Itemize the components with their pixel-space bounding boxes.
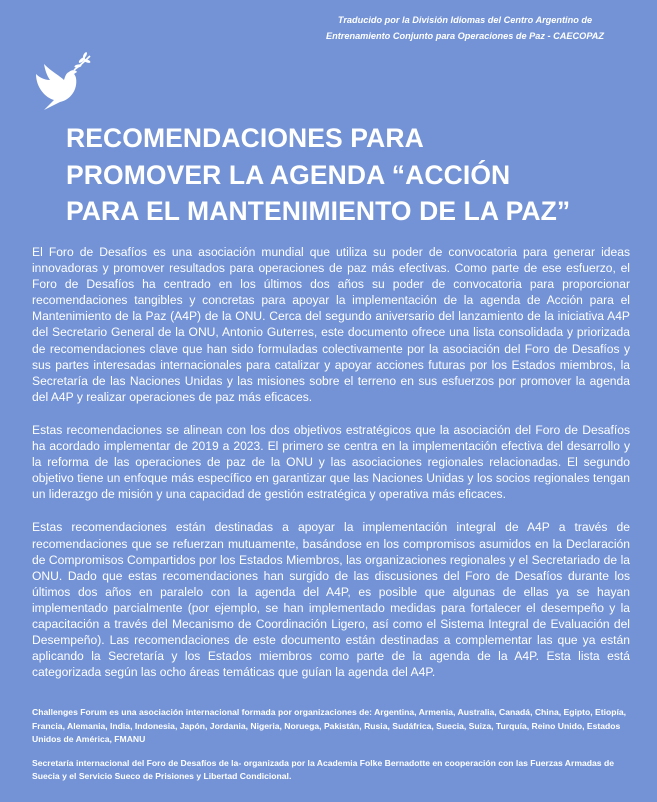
footer-secretariat: Secretaría internacional del Foro de Desafíos de la- organizada por la Academia Folke Bernadotte en cooperación con las Fuerzas Armadas de Suecia y el Servicio Sueco de Prisiones y Libertad Condicional. — [32, 757, 615, 781]
dove-with-olive-branch-icon — [30, 52, 98, 112]
title-line-2: PROMOVER LA AGENDA “ACCIÓN — [66, 159, 511, 190]
footer — [32, 706, 632, 794]
page-title — [66, 120, 636, 230]
body-text — [32, 244, 630, 697]
intro-paragraph: El Foro de Desafíos es una asociación mundial que utiliza su poder de convocatoria para generar ideas innovadoras y promover resultados para operaciones de paz más efectivas. Como parte de ese esfuerzo, el Foro de Desafíos ha centrado en los últimos dos años su poder de convocatoria para proporcionar recomendaciones tangibles y concretas para apoyar la implementación de la agenda de Acción para el Mantenimiento de la Paz (A4P) de la ONU. Cerca del segundo aniversario del lanzamiento de la iniciativa A4P del Secretario General de la ONU, Antonio Guterres, este documento ofrece una lista consolidada y priorizada de recomendaciones clave que han sido formuladas colectivamente por la asociación del Foro de Desafíos y sus partes interesadas internacionales para catalizar y apoyar acciones futuras por los Estados miembros, la Secretaría de las Naciones Unidas y las misiones sobre el terreno en sus esfuerzos por promover la agenda del A4P y realizar operaciones de paz más eficaces. — [32, 245, 630, 404]
translator-note-line-1: Traducido por la División Idiomas del Centro Argentino de — [337, 15, 593, 25]
translator-note-line-2: Entrenamiento Conjunto para Operaciones de Paz - CAECOPAZ — [325, 31, 605, 41]
translator-note — [300, 12, 630, 44]
title-line-3: PARA EL MANTENIMIENTO DE LA PAZ” — [66, 196, 571, 226]
footer-members: Challenges Forum es una asociación internacional formada por organizaciones de: Argentina, Armenia, Australia, Canadá, China, Egipto, Etiopía, Francia, Alemania, India, Indonesia, Japón, Jordania, Nigeria, Noruega, Pakistán, Rusia, Sudáfrica, Suecia, Suiza, Turquía, Reino Unido, Estados Unidos de América, FMANU — [32, 707, 627, 744]
implementation-paragraph: Estas recomendaciones están destinadas a apoyar la implementación integral de A4P a través de recomendaciones que se refuerzan mutuamente, basándose en los compromisos asumidos en la Declaración de Compromisos Compartidos por los Estados Miembros, las organizaciones regionales y el Secretariado de la ONU. Dado que estas recomendaciones han surgido de las discusiones del Foro de Desafíos durante los últimos dos años en paralelo con la agenda del A4P, es posible que algunas de ellas ya se hayan implementado parcialmente (por ejemplo, se han implementado medidas para fortalecer el desempeño y la capacitación a través del Mecanismo de Coordinación Ligero, así como el Sistema Integral de Evaluación del Desempeño). Las recomendaciones de este documento están destinadas a complementar las que ya están aplicando la Secretaría y los Estados miembros como parte de la agenda de la A4P. Esta lista está categorizada según las ocho áreas temáticas que guían la agenda del A4P. — [32, 520, 630, 680]
objectives-paragraph: Estas recomendaciones se alinean con los dos objetivos estratégicos que la asociación del Foro de Desafíos ha acordado implementar de 2019 a 2023. El primero se centra en la implementación efectiva del desarrollo y la reforma de las operaciones de paz de la ONU y las asociaciones regionales relacionadas. El segundo objetivo tiene un enfoque más específico en garantizar que las Naciones Unidas y los socios regionales tengan un liderazgo de misión y una capacidad de gestión estratégica y operativa más eficaces. — [32, 422, 630, 502]
title-line-1: RECOMENDACIONES PARA — [66, 123, 424, 153]
